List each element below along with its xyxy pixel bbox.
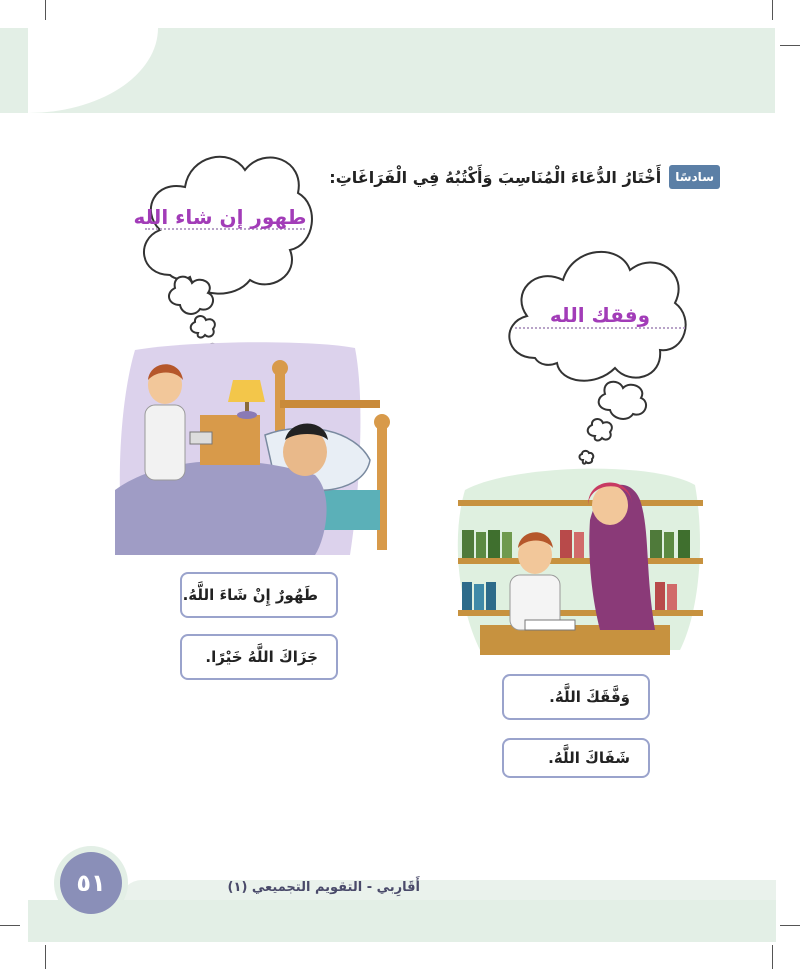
crop-mark: [45, 0, 46, 20]
option-right-1[interactable]: وَفَّقَكَ اللَّهُ.: [502, 674, 650, 720]
footer-band: [28, 900, 776, 942]
crop-mark: [772, 945, 773, 969]
right-thought-cloud: [495, 228, 695, 468]
crop-mark: [45, 945, 46, 969]
instruction-text: أَخْتَارُ الدُّعَاءَ الْمُنَاسِبَ وَأَكْتُبُهُ فِي الْفَرَاغَاتِ:: [329, 167, 662, 187]
option-right-2[interactable]: شَفَاكَ اللَّهُ.: [502, 738, 650, 778]
right-answer-line: [515, 327, 685, 329]
section-badge: سادسًا: [669, 165, 720, 189]
crop-mark: [780, 925, 800, 926]
crop-mark: [772, 0, 773, 20]
option-left-2[interactable]: جَزَاكَ اللَّهُ خَيْرًا.: [180, 634, 338, 680]
book-title: أَقَارِبي - التقويم التجميعي (١): [227, 880, 420, 895]
instruction: [300, 160, 720, 194]
crop-mark: [780, 45, 800, 46]
page-number: ٥١: [60, 852, 122, 914]
left-handwritten-answer: طهور إن شاء الله: [133, 205, 307, 229]
crop-mark: [0, 925, 20, 926]
right-handwritten-answer: وفقك الله: [549, 303, 651, 327]
option-left-1[interactable]: طَهُورٌ إِنْ شَاءَ اللَّهُ.: [180, 572, 338, 618]
left-thought-cloud: [130, 125, 320, 365]
study-help-illustration: [450, 460, 710, 655]
sick-visit-illustration: [115, 340, 400, 560]
